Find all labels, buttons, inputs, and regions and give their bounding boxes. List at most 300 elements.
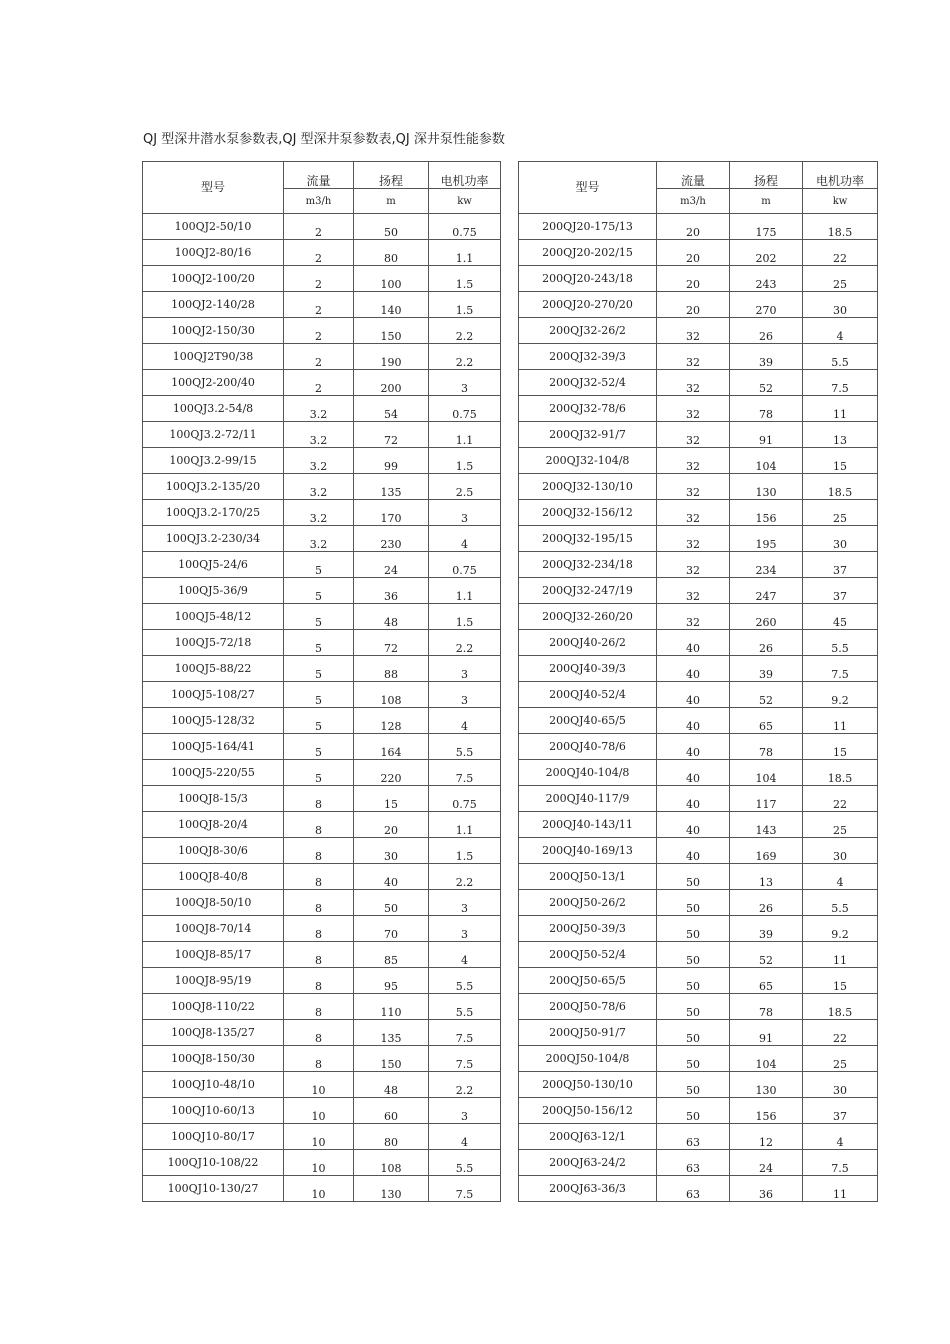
model-cell: 200QJ50-78/6 [519,994,657,1020]
head-unit: m [354,189,429,214]
flow-cell: 5 [284,708,354,734]
table-row [143,578,501,604]
head-cell: 243 [730,266,803,292]
table-row [143,448,501,474]
power-cell: 1.5 [429,604,501,630]
table-row [143,266,501,292]
head-cell: 169 [730,838,803,864]
power-cell: 4 [429,1124,501,1150]
head-cell: 78 [730,396,803,422]
head-cell: 78 [730,734,803,760]
head-cell: 50 [354,890,429,916]
head-cell: 15 [354,786,429,812]
model-cell: 200QJ50-65/5 [519,968,657,994]
head-cell: 36 [730,1176,803,1202]
head-cell: 72 [354,630,429,656]
table-row [143,994,501,1020]
table-row [143,890,501,916]
power-cell: 13 [803,422,878,448]
power-cell: 2.2 [429,344,501,370]
model-cell: 200QJ32-104/8 [519,448,657,474]
power-cell: 4 [429,708,501,734]
power-cell: 7.5 [429,1020,501,1046]
power-cell: 11 [803,396,878,422]
head-cell: 70 [354,916,429,942]
power-cell: 11 [803,1176,878,1202]
model-cell: 100QJ5-108/27 [143,682,284,708]
flow-cell: 2 [284,292,354,318]
flow-cell: 32 [657,500,730,526]
head-cell: 190 [354,344,429,370]
head-cell: 108 [354,682,429,708]
flow-cell: 20 [657,240,730,266]
flow-cell: 20 [657,266,730,292]
flow-cell: 50 [657,968,730,994]
power-cell: 25 [803,500,878,526]
table-row [519,266,878,292]
power-cell: 0.75 [429,396,501,422]
model-cell: 100QJ5-88/22 [143,656,284,682]
flow-cell: 40 [657,812,730,838]
power-cell: 9.2 [803,682,878,708]
head-cell: 156 [730,500,803,526]
table-row [143,656,501,682]
head-cell: 140 [354,292,429,318]
head-cell: 247 [730,578,803,604]
model-cell: 100QJ5-36/9 [143,578,284,604]
flow-cell: 32 [657,578,730,604]
flow-cell: 8 [284,890,354,916]
power-cell: 5.5 [429,1150,501,1176]
model-cell: 100QJ10-108/22 [143,1150,284,1176]
power-cell: 18.5 [803,214,878,240]
power-cell: 4 [429,526,501,552]
table-row [519,1098,878,1124]
model-cell: 200QJ50-39/3 [519,916,657,942]
flow-cell: 5 [284,604,354,630]
model-cell: 200QJ20-175/13 [519,214,657,240]
power-cell: 3 [429,500,501,526]
model-cell: 200QJ50-52/4 [519,942,657,968]
power-unit: kw [429,189,501,214]
table-row [143,1150,501,1176]
power-cell: 5.5 [803,344,878,370]
head-cell: 80 [354,1124,429,1150]
table-row [143,682,501,708]
table-row [143,1072,501,1098]
head-cell: 104 [730,1046,803,1072]
head-cell: 24 [354,552,429,578]
table-row [519,812,878,838]
power-cell: 7.5 [803,370,878,396]
model-cell: 200QJ32-26/2 [519,318,657,344]
flow-cell: 40 [657,682,730,708]
flow-cell: 40 [657,734,730,760]
flow-cell: 40 [657,786,730,812]
power-cell: 4 [429,942,501,968]
flow-cell: 32 [657,396,730,422]
power-cell: 3 [429,890,501,916]
model-cell: 200QJ50-104/8 [519,1046,657,1072]
head-cell: 85 [354,942,429,968]
model-cell: 200QJ40-104/8 [519,760,657,786]
table-row [143,968,501,994]
head-cell: 234 [730,552,803,578]
power-cell: 7.5 [429,760,501,786]
head-cell: 50 [354,214,429,240]
power-cell: 0.75 [429,552,501,578]
model-cell: 100QJ3.2-230/34 [143,526,284,552]
table-row [143,500,501,526]
table-row [143,1176,501,1202]
left-table-body [143,214,501,1202]
flow-unit: m3/h [657,189,730,214]
flow-cell: 32 [657,422,730,448]
model-cell: 200QJ40-143/11 [519,812,657,838]
head-cell: 150 [354,1046,429,1072]
model-cell: 200QJ40-26/2 [519,630,657,656]
head-cell: 164 [354,734,429,760]
head-cell: 65 [730,708,803,734]
table-row [143,734,501,760]
table-row [143,1124,501,1150]
model-cell: 200QJ50-156/12 [519,1098,657,1124]
power-cell: 0.75 [429,786,501,812]
model-cell: 200QJ50-13/1 [519,864,657,890]
head-cell: 13 [730,864,803,890]
power-cell: 5.5 [429,968,501,994]
flow-cell: 3.2 [284,422,354,448]
head-cell: 200 [354,370,429,396]
table-row [519,734,878,760]
model-cell: 100QJ2-50/10 [143,214,284,240]
model-cell: 200QJ32-91/7 [519,422,657,448]
flow-cell: 5 [284,578,354,604]
table-row [143,344,501,370]
flow-cell: 50 [657,942,730,968]
table-row [143,1020,501,1046]
flow-cell: 63 [657,1124,730,1150]
power-cell: 15 [803,968,878,994]
model-cell: 100QJ8-50/10 [143,890,284,916]
flow-cell: 32 [657,318,730,344]
model-cell: 200QJ32-78/6 [519,396,657,422]
head-cell: 270 [730,292,803,318]
model-header: 型号 [143,162,284,214]
head-cell: 30 [354,838,429,864]
power-cell: 7.5 [429,1046,501,1072]
power-cell: 1.1 [429,240,501,266]
model-cell: 100QJ10-48/10 [143,1072,284,1098]
flow-cell: 50 [657,994,730,1020]
model-cell: 200QJ32-52/4 [519,370,657,396]
flow-cell: 20 [657,292,730,318]
model-cell: 200QJ32-234/18 [519,552,657,578]
table-row [519,552,878,578]
power-cell: 9.2 [803,916,878,942]
flow-cell: 8 [284,786,354,812]
table-row [143,1098,501,1124]
power-cell: 5.5 [429,734,501,760]
head-cell: 39 [730,656,803,682]
table-row [519,942,878,968]
flow-cell: 32 [657,448,730,474]
model-cell: 100QJ5-128/32 [143,708,284,734]
head-cell: 156 [730,1098,803,1124]
flow-cell: 3.2 [284,500,354,526]
flow-cell: 8 [284,838,354,864]
head-cell: 175 [730,214,803,240]
model-cell: 100QJ8-110/22 [143,994,284,1020]
head-cell: 52 [730,942,803,968]
head-cell: 26 [730,318,803,344]
flow-cell: 8 [284,916,354,942]
table-row [519,604,878,630]
flow-cell: 2 [284,266,354,292]
model-cell: 200QJ63-12/1 [519,1124,657,1150]
head-cell: 104 [730,448,803,474]
flow-cell: 2 [284,370,354,396]
head-cell: 170 [354,500,429,526]
head-cell: 54 [354,396,429,422]
flow-header: 流量 [657,162,730,189]
model-cell: 100QJ3.2-135/20 [143,474,284,500]
flow-cell: 8 [284,1020,354,1046]
power-cell: 25 [803,812,878,838]
left-parameter-table [142,161,501,1202]
table-row [519,994,878,1020]
power-cell: 7.5 [803,656,878,682]
table-row [143,812,501,838]
table-row [143,838,501,864]
model-cell: 100QJ3.2-72/11 [143,422,284,448]
model-cell: 200QJ50-130/10 [519,1072,657,1098]
flow-cell: 32 [657,552,730,578]
table-row [143,474,501,500]
flow-cell: 5 [284,656,354,682]
table-row [519,630,878,656]
flow-cell: 2 [284,344,354,370]
head-cell: 36 [354,578,429,604]
head-cell: 39 [730,344,803,370]
flow-cell: 10 [284,1124,354,1150]
model-cell: 100QJ2-80/16 [143,240,284,266]
model-cell: 100QJ2-150/30 [143,318,284,344]
table-row [519,656,878,682]
model-cell: 100QJ8-40/8 [143,864,284,890]
flow-cell: 10 [284,1098,354,1124]
flow-cell: 5 [284,682,354,708]
model-cell: 200QJ50-91/7 [519,1020,657,1046]
flow-cell: 32 [657,604,730,630]
table-row [519,786,878,812]
model-cell: 200QJ40-169/13 [519,838,657,864]
table-row [143,526,501,552]
power-cell: 1.5 [429,292,501,318]
power-cell: 25 [803,1046,878,1072]
flow-cell: 10 [284,1150,354,1176]
power-cell: 2.2 [429,630,501,656]
right-table-body [519,214,878,1202]
flow-cell: 40 [657,760,730,786]
model-cell: 200QJ20-202/15 [519,240,657,266]
model-cell: 200QJ20-243/18 [519,266,657,292]
table-row [143,916,501,942]
model-cell: 200QJ50-26/2 [519,890,657,916]
table-row [143,552,501,578]
head-cell: 130 [354,1176,429,1202]
power-cell: 0.75 [429,214,501,240]
model-cell: 100QJ10-60/13 [143,1098,284,1124]
model-cell: 100QJ5-72/18 [143,630,284,656]
flow-cell: 3.2 [284,448,354,474]
model-cell: 200QJ32-39/3 [519,344,657,370]
power-cell: 5.5 [803,630,878,656]
table-row [519,682,878,708]
header-row [143,162,501,189]
head-cell: 143 [730,812,803,838]
model-cell: 100QJ5-164/41 [143,734,284,760]
head-cell: 110 [354,994,429,1020]
model-cell: 200QJ32-247/19 [519,578,657,604]
model-cell: 100QJ8-70/14 [143,916,284,942]
head-cell: 135 [354,474,429,500]
head-cell: 195 [730,526,803,552]
table-row [519,396,878,422]
model-cell: 100QJ10-130/27 [143,1176,284,1202]
table-row [519,916,878,942]
head-cell: 26 [730,890,803,916]
table-row [519,292,878,318]
model-cell: 200QJ32-156/12 [519,500,657,526]
head-cell: 99 [354,448,429,474]
head-cell: 60 [354,1098,429,1124]
flow-cell: 8 [284,968,354,994]
table-row [519,474,878,500]
model-cell: 200QJ40-65/5 [519,708,657,734]
power-cell: 30 [803,838,878,864]
model-cell: 100QJ8-15/3 [143,786,284,812]
model-cell: 100QJ5-24/6 [143,552,284,578]
power-cell: 2.2 [429,1072,501,1098]
flow-cell: 50 [657,916,730,942]
flow-cell: 3.2 [284,474,354,500]
flow-cell: 5 [284,552,354,578]
table-row [519,708,878,734]
flow-cell: 50 [657,1072,730,1098]
table-row [519,838,878,864]
model-cell: 100QJ5-48/12 [143,604,284,630]
flow-cell: 40 [657,630,730,656]
model-header: 型号 [519,162,657,214]
head-cell: 150 [354,318,429,344]
table-row [143,604,501,630]
table-row [519,968,878,994]
flow-cell: 10 [284,1176,354,1202]
table-row [519,344,878,370]
power-cell: 2.2 [429,864,501,890]
flow-unit: m3/h [284,189,354,214]
power-cell: 7.5 [429,1176,501,1202]
table-row [143,396,501,422]
head-cell: 48 [354,1072,429,1098]
table-row [143,214,501,240]
table-row [143,318,501,344]
flow-cell: 32 [657,474,730,500]
table-row [519,1072,878,1098]
power-cell: 1.1 [429,812,501,838]
flow-cell: 50 [657,890,730,916]
head-cell: 130 [730,1072,803,1098]
table-row [519,890,878,916]
head-cell: 104 [730,760,803,786]
head-cell: 202 [730,240,803,266]
power-cell: 30 [803,1072,878,1098]
table-row [143,370,501,396]
flow-cell: 8 [284,942,354,968]
model-cell: 200QJ32-260/20 [519,604,657,630]
table-row [519,760,878,786]
table-row [519,500,878,526]
power-cell: 15 [803,448,878,474]
head-cell: 117 [730,786,803,812]
power-cell: 11 [803,708,878,734]
table-row [519,422,878,448]
head-cell: 220 [354,760,429,786]
power-cell: 3 [429,682,501,708]
table-row [143,786,501,812]
power-cell: 2.5 [429,474,501,500]
head-cell: 88 [354,656,429,682]
table-row [519,318,878,344]
flow-cell: 8 [284,1046,354,1072]
flow-cell: 2 [284,214,354,240]
head-cell: 48 [354,604,429,630]
head-cell: 26 [730,630,803,656]
power-cell: 1.5 [429,266,501,292]
head-cell: 20 [354,812,429,838]
table-row [519,1046,878,1072]
model-cell: 100QJ2T90/38 [143,344,284,370]
power-cell: 30 [803,526,878,552]
power-cell: 3 [429,916,501,942]
power-cell: 1.1 [429,578,501,604]
table-row [519,370,878,396]
table-row [519,864,878,890]
model-cell: 200QJ40-78/6 [519,734,657,760]
flow-header: 流量 [284,162,354,189]
flow-cell: 32 [657,370,730,396]
power-cell: 22 [803,786,878,812]
power-cell: 4 [803,864,878,890]
power-cell: 5.5 [429,994,501,1020]
head-cell: 80 [354,240,429,266]
model-cell: 100QJ8-150/30 [143,1046,284,1072]
table-row [143,864,501,890]
flow-cell: 20 [657,214,730,240]
model-cell: 100QJ8-85/17 [143,942,284,968]
power-cell: 15 [803,734,878,760]
model-cell: 100QJ2-200/40 [143,370,284,396]
flow-cell: 50 [657,1020,730,1046]
power-cell: 4 [803,1124,878,1150]
head-cell: 65 [730,968,803,994]
table-row [519,1176,878,1202]
power-cell: 22 [803,240,878,266]
flow-cell: 50 [657,864,730,890]
power-cell: 30 [803,292,878,318]
head-cell: 12 [730,1124,803,1150]
